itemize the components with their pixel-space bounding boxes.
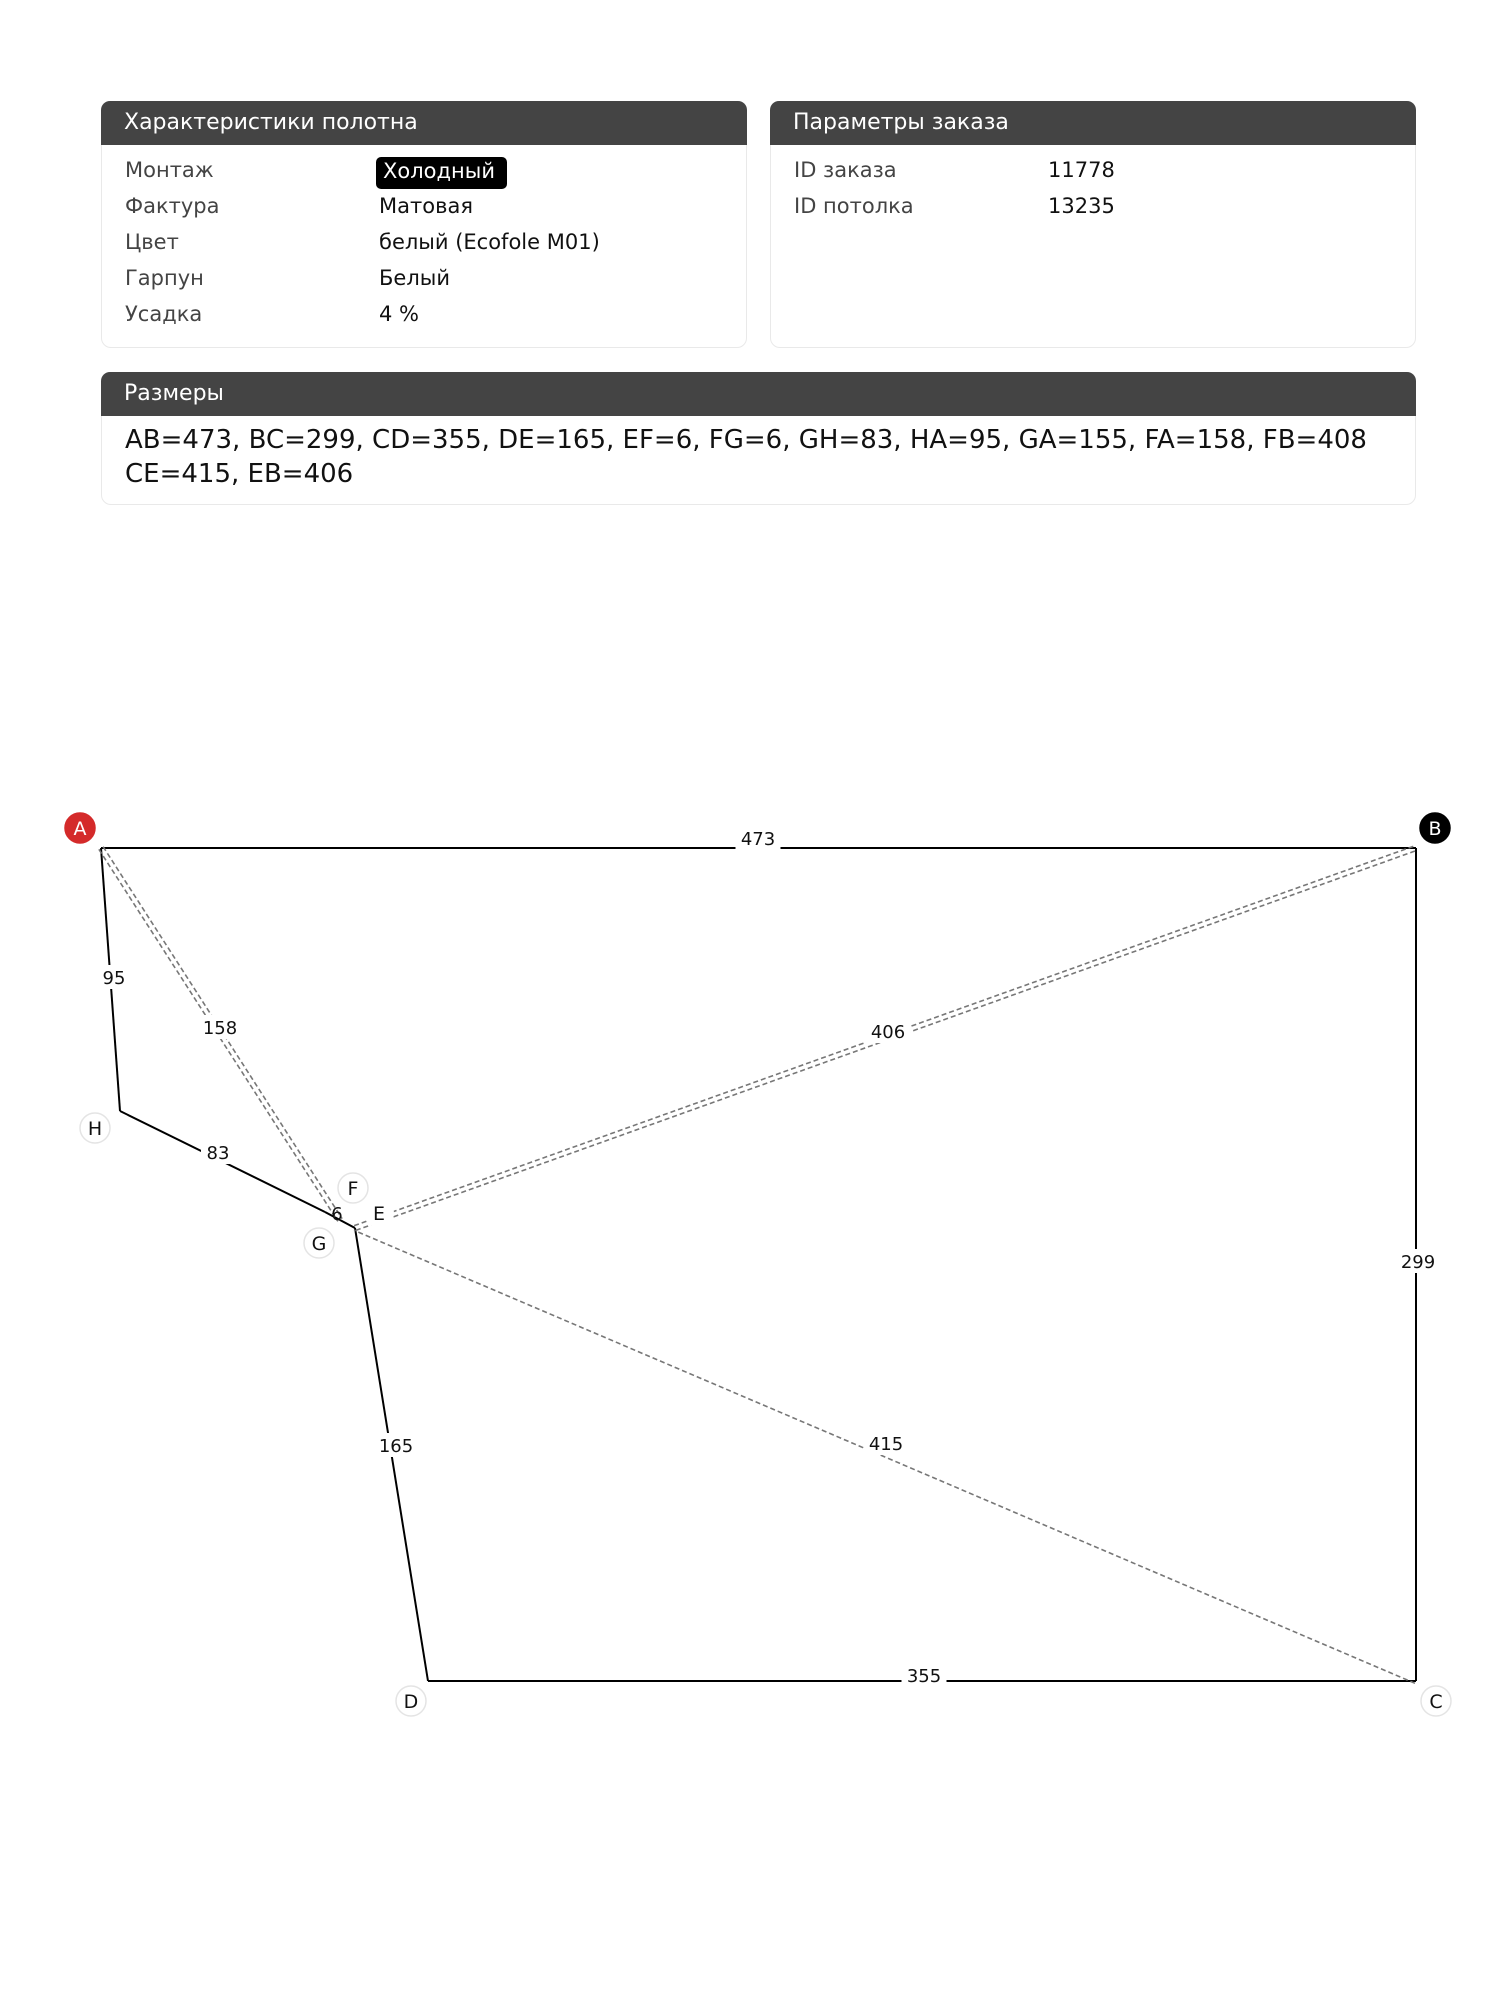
vertex-B-label: B — [1428, 818, 1442, 840]
vertex-F-label: F — [347, 1178, 359, 1200]
canvas-characteristics-panel — [101, 101, 747, 348]
harpoon-value: Белый — [379, 266, 450, 290]
ceiling-id-value: 13235 — [1048, 194, 1115, 218]
mounting-badge: Холодный — [376, 157, 507, 189]
color-label: Цвет — [125, 230, 179, 254]
sizes-line-2: CE=415, EB=406 — [125, 459, 354, 489]
order-id-value: 11778 — [1048, 158, 1115, 182]
ceiling-drawing — [0, 780, 1500, 1760]
texture-value: Матовая — [379, 194, 473, 218]
harpoon-label: Гарпун — [125, 266, 204, 290]
order-parameters-title: Параметры заказа — [770, 101, 1416, 145]
vertex-E-label: E — [372, 1203, 386, 1225]
vertex-D-label: D — [403, 1691, 419, 1713]
length-label-BC: 299 — [1400, 1252, 1436, 1273]
length-label-GH: 83 — [206, 1143, 230, 1164]
length-label-EB: 406 — [870, 1022, 906, 1043]
shrinkage-label: Усадка — [125, 302, 203, 326]
edges-layer — [101, 848, 1416, 1681]
order-parameters-panel — [770, 101, 1416, 348]
length-label-AB: 473 — [740, 829, 776, 850]
length-label-AF: 158 — [202, 1018, 238, 1039]
vertex-C-label: C — [1429, 1691, 1443, 1713]
vertex-A-label: A — [73, 818, 87, 840]
length-label-DE: 165 — [378, 1436, 414, 1457]
sizes-title: Размеры — [101, 372, 1416, 416]
texture-label: Фактура — [125, 194, 220, 218]
length-label-EF: 6 — [331, 1204, 343, 1225]
length-label-CE: 415 — [868, 1434, 904, 1455]
vertex-H-label: H — [87, 1118, 103, 1140]
order-id-label: ID заказа — [794, 158, 897, 182]
ceiling-id-label: ID потолка — [794, 194, 914, 218]
sizes-text — [125, 423, 1385, 491]
length-labels-layer — [97, 826, 1441, 1687]
shrinkage-value: 4 % — [379, 302, 419, 326]
color-value: белый (Ecofole M01) — [379, 230, 600, 254]
mounting-label: Монтаж — [125, 158, 214, 182]
length-label-CD: 355 — [906, 1666, 942, 1687]
diagonal-CE-line — [354, 1230, 1415, 1683]
diagonals-layer — [99, 846, 1417, 1684]
vertex-G-label: G — [311, 1233, 327, 1255]
sizes-line-1: AB=473, BC=299, CD=355, DE=165, EF=6, FG=6, GH=83, HA=95, GA=155, FA=158, FB=408 — [125, 425, 1367, 455]
length-label-HA: 95 — [102, 968, 126, 989]
canvas-characteristics-title: Характеристики полотна — [101, 101, 747, 145]
sizes-panel — [101, 372, 1416, 505]
vertices-layer — [65, 813, 1451, 1716]
